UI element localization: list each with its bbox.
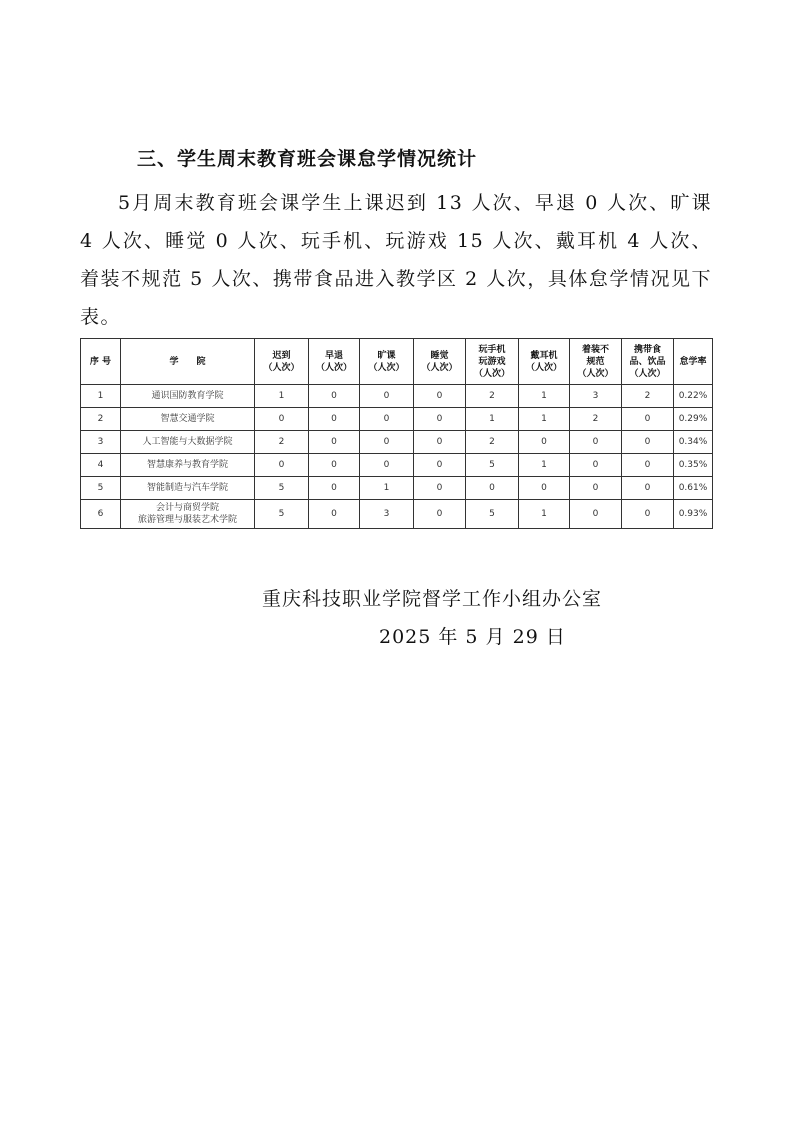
earphone-cell: 1 [519,385,570,408]
absent-count-cell: 1 [360,477,414,500]
truancy-rate-cell: 0.34% [674,431,713,454]
phone-game-cell: 2 [466,385,519,408]
college-cell [121,408,255,431]
table-header-row [81,339,713,385]
food-cell: 0 [622,454,674,477]
table-row [81,477,713,500]
early-leave-cell: 0 [309,385,360,408]
absent-count-cell: 0 [360,408,414,431]
earphone-cell: 0 [519,477,570,500]
sleep-count-cell: 0 [414,408,466,431]
table-row [81,431,713,454]
truancy-rate-cell: 0.61% [674,477,713,500]
early-leave-cell: 0 [309,454,360,477]
absent-count-cell: 0 [360,454,414,477]
phone-game-cell: 1 [466,408,519,431]
header-line: 戴耳机 [530,350,558,361]
late-count-cell: 5 [255,500,309,529]
signature-date: 2025 年 5 月 29 日 [379,626,566,648]
table-row [81,385,713,408]
absent-count-cell: 3 [360,500,414,529]
college-name-line: 旅游管理与服装艺术学院 [137,515,237,525]
earphone-cell: 1 [519,500,570,529]
table-header-cell [255,339,309,385]
header-line: 旷课 [377,350,396,361]
header-line: 怠学率 [679,356,707,367]
header-line: 携带食 [633,344,661,355]
college-name-line: 智慧康养与教育学院 [146,460,228,470]
header-line: （人次） [315,362,352,373]
truancy-rate-cell: 0.93% [674,500,713,529]
row-number-cell: 2 [81,408,121,431]
absent-count-cell: 0 [360,431,414,454]
header-line: 序 号 [89,356,112,367]
food-cell: 0 [622,500,674,529]
dress-code-cell: 3 [570,385,622,408]
header-line: 早退 [324,350,343,361]
college-cell [121,431,255,454]
header-line: 迟到 [272,350,291,361]
sleep-count-cell: 0 [414,500,466,529]
earphone-cell: 1 [519,408,570,431]
header-line: 品、饮品 [629,356,666,367]
phone-game-cell: 5 [466,454,519,477]
early-leave-cell: 0 [309,477,360,500]
table-header-cell [81,339,121,385]
header-line: （人次） [368,362,405,373]
truancy-rate-cell: 0.35% [674,454,713,477]
food-cell: 0 [622,477,674,500]
sleep-count-cell: 0 [414,431,466,454]
table-header-cell [674,339,713,385]
row-number-cell: 4 [81,454,121,477]
dress-code-cell: 0 [570,431,622,454]
table-header-cell [466,339,519,385]
college-name-line: 智慧交通学院 [160,414,215,424]
table-header-cell [570,339,622,385]
header-line: 规范 [586,356,605,367]
header-line: （人次） [629,368,666,379]
absent-count-cell: 0 [360,385,414,408]
header-line: 学 院 [169,356,206,367]
table-header-cell [121,339,255,385]
late-count-cell: 2 [255,431,309,454]
header-line: （人次） [577,368,614,379]
late-count-cell: 1 [255,385,309,408]
sleep-count-cell: 0 [414,385,466,408]
earphone-cell: 0 [519,431,570,454]
food-cell: 2 [622,385,674,408]
header-line: 玩手机 [478,344,506,355]
header-line: （人次） [473,368,510,379]
row-number-cell: 3 [81,431,121,454]
phone-game-cell: 0 [466,477,519,500]
late-count-cell: 0 [255,454,309,477]
dress-code-cell: 0 [570,477,622,500]
phone-game-cell: 5 [466,500,519,529]
row-number-cell: 5 [81,477,121,500]
sleep-count-cell: 0 [414,454,466,477]
row-number-cell: 6 [81,500,121,529]
table-header-cell [519,339,570,385]
header-line: 睡觉 [430,350,449,361]
college-name-line: 通识国防教育学院 [151,391,224,401]
dress-code-cell: 0 [570,454,622,477]
section-title: 三、学生周末教育班会课怠学情况统计 [137,148,478,170]
earphone-cell: 1 [519,454,570,477]
early-leave-cell: 0 [309,431,360,454]
sleep-count-cell: 0 [414,477,466,500]
food-cell: 0 [622,408,674,431]
college-cell [121,477,255,500]
college-name-line: 人工智能与大数据学院 [142,437,233,447]
header-line: 玩游戏 [478,356,506,367]
college-cell [121,454,255,477]
early-leave-cell: 0 [309,408,360,431]
early-leave-cell: 0 [309,500,360,529]
dress-code-cell: 2 [570,408,622,431]
signature-org: 重庆科技职业学院督学工作小组办公室 [262,588,603,610]
table-row [81,500,713,529]
header-line: 着装不 [581,344,609,355]
table-row [81,408,713,431]
college-name-line: 会计与商贸学院 [155,503,219,513]
truancy-stats-table [80,338,713,529]
truancy-rate-cell: 0.29% [674,408,713,431]
college-cell [121,500,255,529]
food-cell: 0 [622,431,674,454]
phone-game-cell: 2 [466,431,519,454]
college-cell [121,385,255,408]
late-count-cell: 0 [255,408,309,431]
header-line: （人次） [263,362,300,373]
truancy-rate-cell: 0.22% [674,385,713,408]
header-line: （人次） [421,362,458,373]
dress-code-cell: 0 [570,500,622,529]
summary-paragraph: 5月周末教育班会课学生上课迟到 13 人次、早退 0 人次、旷课 4 人次、睡觉 0 人次、玩手机、玩游戏 15 人次、戴耳机 4 人次、着装不规范 5 人次、携带食品进入教学区 2 人次，具体怠学情况见下表。 [80,192,712,328]
header-line: （人次） [525,362,562,373]
table-header-cell [309,339,360,385]
table-header-cell [414,339,466,385]
late-count-cell: 5 [255,477,309,500]
table-row [81,454,713,477]
table-header-cell [360,339,414,385]
table-header-cell [622,339,674,385]
row-number-cell: 1 [81,385,121,408]
college-name-line: 智能制造与汽车学院 [146,483,228,493]
